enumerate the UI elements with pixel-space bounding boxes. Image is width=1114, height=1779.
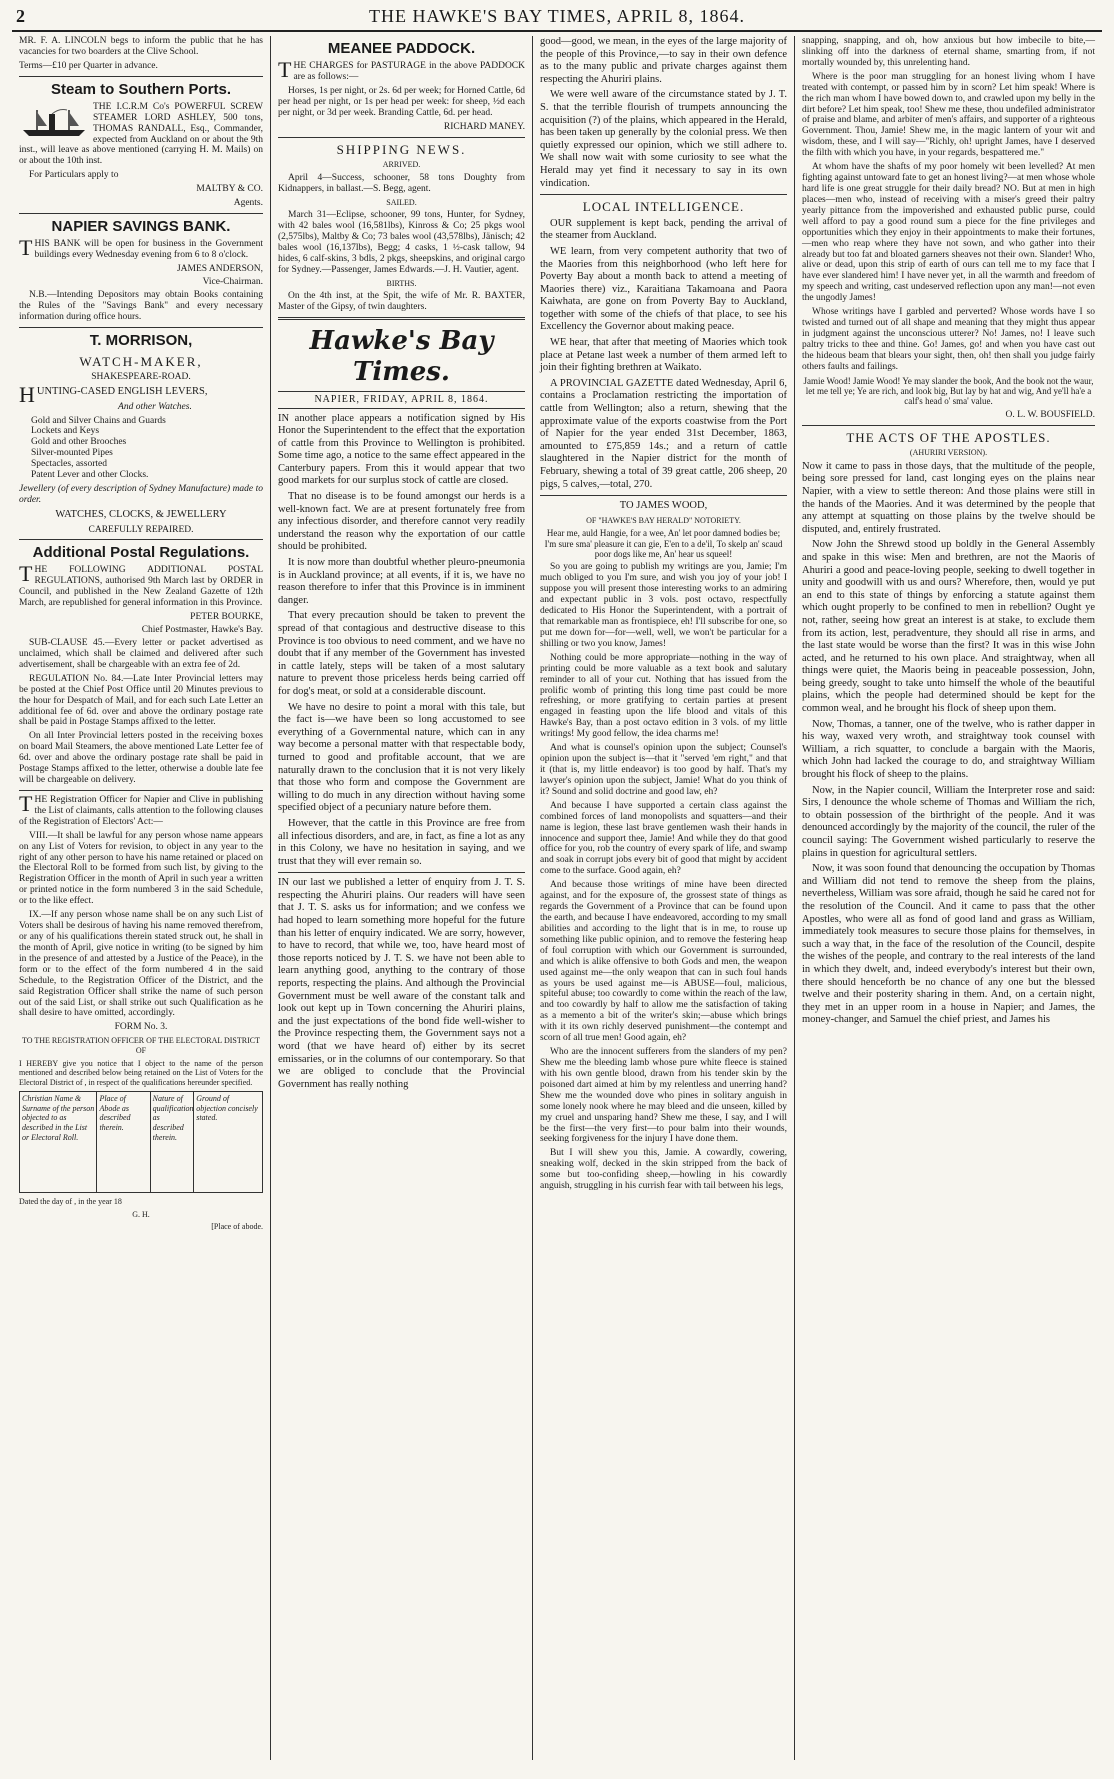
divider [19,213,263,214]
divider [19,76,263,77]
lincoln-terms: Terms—£10 per Quarter in advance. [19,60,158,71]
columns [12,36,1102,1760]
editorial-paragraph: IN another place appears a notification signed by His Honor the Superintendent to the effect that the exportation of cattle from this Province to Wellington is prohibited. Some time ago, a notice to the same effect appeared in the Canterbury papers. From this it would appear that two good markets for our surplus stock of cattle are closed. [278,412,525,487]
acts-paragraph: Now, Thomas, a tanner, one of the twelve, who is rather dapper in his way, waxed very wroth, and straightway took counsel with William, a rich squatter, to conclude a bargain with the Maoris, which John had lacked the courage to do, and straightway William brought his flock of sheep to the plains. [802,718,1095,781]
savings-sig-title: Vice-Chairman. [202,276,263,287]
list-item: Lockets and Keys [31,426,100,437]
divider [278,137,525,138]
morrison-repaired: CAREFULLY REPAIRED. [88,524,194,535]
acts-paragraph: Now it came to pass in those days, that the multitude of the people, being sore pressed for land, cast longing eyes on the plains near Napier, with a view to settle thereon: And those plains were still in the hands of the Maories. And it was determined by the people that any attempt at squatting on those plains by the twelve should be disputed, and, entirely frustrated. [802,460,1095,535]
sailed-text: March 31—Eclipse, schooner, 99 tons, Hunter, for Sydney, with 42 bales wool (16,581lbs), Kinross & Co; 25 pkgs wool (2,575lbs), Maltby & Co; 73 bales wool (43,578lbs), Jänisch; 42 bales wool (16,137lbs), Begg; 4 casks, 1 ½-cask tallow, 94 hides, 6 calf-skins, 3 bdls, 2 pkgs, sheepskins, and original cargo for Sydney.—Passenger, James Edwards.—J. H. Vautier, agent. [278,210,525,275]
column-2 [270,36,532,1760]
letter-paragraph: Whose writings have I garbled and perverted? Whose words have I so twisted and turned out of all shape and meaning that they might thus appear in judgment against the unconscious utterer? No! James, no! I leave such paltry tricks to thee and thine. Go! James, go! and when you have cast out the hideous beam that blears your sight, then, oh! then shall you judge fairly others faults and failings. [802,307,1095,372]
divider [19,539,263,540]
form-column: Christian Name & Surname of the person objected to as described in the List or Electoral Roll. [20,1092,97,1192]
savings-body: THIS BANK will be open for business in the Government buildings every Wednesday evening from 6 to 8 o'clock. [19,235,263,261]
divider [278,872,525,873]
divider [19,790,263,791]
letter-continued [802,36,1095,373]
morrison-jewel: Jewellery (of every description of Sydney Manufacture) made to order. [19,484,263,505]
list-item: Spectacles, assorted [31,459,107,470]
dateline: NAPIER, FRIDAY, APRIL 8, 1864. [278,391,525,409]
divider [19,327,263,328]
list-item: Gold and other Brooches [31,437,127,448]
steam-body: THE I.C.R.M Co's POWERFUL SCREW STEAMER LORD ASHLEY, 500 tons, THOMAS RANDALL, Esq., Commander, expected from Auckland on or about the 9th inst., will leave as above mentioned (carrying H. M. Mails) on or about the 10th inst. [19,101,263,167]
divider [802,425,1095,426]
newspaper-page [12,6,1102,1766]
editorial-paragraph: good—good, we mean, in the eyes of the large majority of the people of this Province,—to say in their own defence as to the many public and private charges against them respecting the Ahuriri plains. [540,36,787,85]
meanee-rates: Horses, 1s per night, or 2s. 6d per week; for Horned Cattle, 6d per head per night, or 1s per head per week: for sheep, ½d each per night, or 3d per week. Branding Cattle, 6d. per head. [278,85,525,118]
meanee-sig: RICHARD MANEY. [443,121,525,132]
reg-ix: IX.—If any person whose name shall be on any such List of Voters shall be desirous of having his name removed therefrom, or any of his qualifications therein stated struck out, he shall in the month of April, give notice in writing (to be signed by him in the presence of and attested by a Justice of the Peace), in the form or to the effect of the form numbered 4 in the said Schedule, to the Registration Officer of the District, and the said Registration Officer shall strike the name of such person out of the said List, or shall strike out such Qualification as he shall desire to have omitted, accordingly. [19,910,263,1019]
editorial-paragraph: It is now more than doubtful whether pleuro-pneumonia is in Auckland province; at all events, if it is, we have no reason therefore to infer that this Province is in imminent danger. [278,557,525,606]
editorial-paragraph: However, that the cattle in this Province are free from all infectious disorders, and are, in fact, as fine a lot as any in this Colony, we have no hesitation in saying, and we trust that they will ever remain so. [278,817,525,867]
postal-sig: PETER BOURKE, [190,612,263,623]
morrison-repair: WATCHES, CLOCKS, & JEWELLERY [55,508,227,520]
form-label: FORM No. 3. [114,1022,168,1033]
verse: Jamie Wood! Jamie Wood! Ye may slander the book, And the book not the waur, let me tell ye; Ye are rich, and look big, But lay by hat and wig, And ye'll ha'e a calf's head o' sma' value. [803,375,1094,407]
acts-sub: (AHURIRI VERSION). [909,448,988,458]
divider [540,194,787,195]
savings-nb: N.B.—Intending Depositors may obtain Books containing the Rules of the "Savings Bank" and every necessary information during office hours. [19,289,263,322]
local-paragraph: WE learn, from very competent authority that two of the Maories from this neighborhood (who left here for Poverty Bay about a month back to attend a meeting of Maories there) viz., Karaitiana Takamoana and Paora Kaiwhata, are gone on from Poverty Bay to Auckland, together with some of the chiefs of that place, to see his Excellency the Governor about making peace. [540,245,787,333]
acts-heading: THE ACTS OF THE APOSTLES. [846,429,1051,445]
meanee-heading: MEANEE PADDOCK. [327,40,476,57]
steam-apply: For Particulars apply to [29,170,119,181]
form-to: TO THE REGISTRATION OFFICER OF THE ELECTORAL DISTRICT OF [21,1036,260,1055]
editorial-paragraph: IN our last we published a letter of enquiry from J. T. S. respecting the Ahuriri plains. Our readers will have seen that J. T. S. asks us for information; and we confess we had hoped to learn something more hopeful for the future than his letter of enquiry indicated. We are sorry, however, to have to record, that while we, too, have heard most of those reports noticed by J. T. S. we have not been able to learn anything good, anything to the contrary of those reports, respecting the plains. And although the Provincial Government must be well aware of the constant talk and look out kept up in Town concerning the Ahuriri plains, and the just expectations of the bond fide well-wisher to the Province respecting them, the Government says not a word (that we have heard of) either by its secret emissaries, or in the columns of our contemporary. So that we are obliged to conclude that the Provincial Government has really nothing [278,877,525,1090]
morrison-road: SHAKESPEARE-ROAD. [91,372,191,383]
births-label: BIRTHS. [386,278,417,288]
letter-paragraph: Who are the innocent sufferers from the slanders of my pen? Shew me the bleeding lamb whose pure white fleece is stained with his own gentle blood, drawn from his tender skin by the poisoned dart aimed at him by my relentless and unerring hand? Shew me the wounded dove who pines in solitary anguish in some lonely nook where he may bleed and die unseen, killed by my cruel and unsparing hand? Shew me these, I say, and I will be the first—the very first—to pour balm into their wounds, seeking forgiveness for the injury I have done them. [540,1047,787,1145]
local-paragraph: OUR supplement is kept back, pending the arrival of the steamer from Auckland. [540,217,787,242]
letter-paragraph: And because those writings of mine have been directed against, and for the exposure of, the grossest state of things as regards the Government of a Province that can be found upon the earth, and because I have endeavored, according to my small abilities and according to the light that is in me, to rouse up something like public opinion, and to remove the festering heap of foul corruption with which our Government is surrounded, and which is alike offensive to both Gods and men, the weapon used against me—the only weapon that can in such foul hands as yours be used against me—is ABUSE—foul, malicious, spiteful abuse; too cowardly to come within the reach of the law, and too cowardly by half to allow me the satisfaction of taking as a memento a bit of the writer's skin;—abuse which brings with it its own richly deserved punishment—the contempt and scorn of all true men! Good again, eh? [540,880,787,1044]
form-column: Place of Abode as described therein. [97,1092,150,1192]
form-abode: [Place of abode. [211,1222,263,1232]
local-heading: LOCAL INTELLIGENCE. [582,199,745,215]
form-column: Ground of objection concisely stated. [196,1094,258,1123]
page-header [12,6,1102,32]
divider [540,495,787,496]
list-item: Patent Lever and other Clocks. [31,470,149,481]
savings-heading: NAPIER SAVINGS BANK. [51,218,231,236]
postal-intro: THE FOLLOWING ADDITIONAL POSTAL REGULATIONS, authorised 9th March last by ORDER in Council, and published in the New Zealand Gazette of 12th March, are republished for general information in this Province. [19,561,263,609]
divider [278,317,525,320]
morrison-sub: And other Watches. [118,401,192,412]
postal-sig-title: Chief Postmaster, Hawke's Bay. [141,625,263,636]
postal-p3: On all Inter Provincial letters posted in the receiving boxes on board Mail Steamers, the above mentioned Late Letter fee of 6d. over and above the ordinary postage rate shall be paid in Postage Stamps affixed to the letter, otherwise a double late fee will be chargeable on delivery. [19,731,263,786]
letter-paragraph: So you are going to publish my writings are you, Jamie; I'm much obliged to you I'm sure, and wish you joy of your job! I suppose you will present those interesting works to an admiring and expectant public in 3 vols. post octavo, respectfully dedicated to His Honor the Superintendent, with a portrait of that remarkable man as frontispiece, eh! I'll subscribe for one, so put me down for—for—well, well, we won't be particular for a shilling or two you know, James! [540,562,787,649]
editorial-paragraph: That no disease is to be found amongst our herds is a well-known fact. We are at present fortunately free from any infectious disorder, and therefore cannot very readily understand the reason why the exportation of our cattle should be prohibited. [278,491,525,553]
list-item: Gold and Silver Chains and Guards [31,415,166,426]
steamship-icon [19,106,89,140]
letter-signature: O. L. W. BOUSFIELD. [1005,409,1095,420]
arrived-text: April 4—Success, schooner, 58 tons Doughty from Kidnappers, in ballast.—S. Begg, agent. [278,172,525,194]
wood-sub: OF "HAWKE'S BAY HERALD" NOTORIETY. [586,515,741,525]
arrived-label: ARRIVED. [382,160,421,170]
page-number: 2 [16,6,25,26]
steam-heading: Steam to Southern Ports. [50,80,232,98]
letter-paragraph: At whom have the shafts of my poor homely wit been levelled? At men fighting against untoward fate to get an honest living?—at men whose whole hard life is one great struggle for their daily bread? NO. But at men in high places—men who, instead of receiving with a miser's greed their paltry yearly pittance from the impoverished and exhausted public purse, could well afford to pay a good round sum a piece for the fine privileges and opportunities which they enjoy in their appointments to make their fortunes,—men who reap where they have not sown, and who gather into their already but too fat and bloated garners sheaves not their own. Slander! Who, alive or dead, upon this strip of earth of ours can tell me to my face that I have ever slandered him! I have never yet, in all the warmth and freedom of my speech and writing, cast undeserved reflection upon any man!—not even the ungodly James! [802,162,1095,304]
letter-paragraph: But I will shew you this, Jamie. A cowardly, cowering, sneaking wolf, decked in the skin stripped from the back of some but too-confiding sheep,—howling in his cowardly anguish, struggling in his currish fear with tail between his legs, [540,1148,787,1192]
letter-paragraph: Where is the poor man struggling for an honest living whom I have treated with contempt, or passed him by in scorn? Let him speak! Where is the rich man whom I have bowed down to, and crawled upon my belly in the dirt before? Let him speak, too! Shew me these, thou undefiled administrator of praise and blame, and arbiter of men's affairs, and supporter of a righteous Government. Thou, Jamie! Shew me, in the magic lantern of your wit and wisdom, these, and I will say—"Richly, oh! upright James, have I deserved the filth with which you have, in your regards, bespattered me." [802,71,1095,159]
morrison-items [19,416,263,482]
editorial-paragraph: That every precaution should be taken to prevent the spread of that contagious and destructive disease to this Province is too obvious to need comment, and we have no doubt that if any member of the Government has invested in cattle lately, steps will be taken of a most salutary nature to prevent those priceless herds being carried off for dog's meat, or sold at a considerable discount. [278,610,525,697]
morrison-name: T. MORRISON, [89,331,193,349]
editorial-paragraph: We have no desire to point a moral with this tale, but the fact is—we have been so long accustomed to see everything of a Governmental nature, which can in any way become a personal matter with that respectable body, turned to good and profitable account, that we are naturally drawn to the conclusion that it is not very likely that those who form and compose the Government are willing to do much in any direction without having some specified object of a pecuniary nature before them. [278,701,525,814]
local-paragraph: WE hear, that after that meeting of Maories which took place at Petane last week a number of them armed left to join their fighting brethren at Waikato. [540,337,787,374]
form-dated: Dated the day of , in the year 18 [19,1197,122,1207]
verse: Hear me, auld Hangie, for a wee, An' let poor damned bodies be; I'm sure sma' pleasure it can gie, E'en to a de'il, To skelp an' scaud poor dogs like me, An' hear us squeel! [544,528,783,560]
births-text: On the 4th inst, at the Spit, the wife of Mr. R. BAXTER, Master of the Gipsy, of twin daughters. [278,291,525,313]
column-3 [532,36,794,1760]
postal-heading: Additional Postal Regulations. [32,544,250,562]
reg-viii: VIII.—It shall be lawful for any person whose name appears on any List of Voters for revision, to object in any year to the right of any other person to have his name retained or placed on the Electoral Roll to be formed from such list, by giving to the Registration Officer in the month of April in such year a written or printed notice in the form numbered 3 in the said Schedule, or to the like effect. [19,830,263,907]
meanee-body: THE CHARGES for PASTURAGE in the above PADDOCK are as follows:— [278,57,525,82]
postal-p1: SUB-CLAUSE 45.—Every letter or packet advertised as unclaimed, which shall be claimed and delivered after such advertisement, shall be chargeable with an extra fee of 2d. [19,637,263,670]
column-4 [794,36,1102,1760]
objection-form-table [19,1091,263,1193]
newspaper-title: THE HAWKE'S BAY TIMES, APRIL 8, 1864. [369,6,745,26]
form-sig: G. H. [132,1209,150,1219]
acts-paragraph: Now, it was soon found that denouncing the occupation by Thomas and William did not tend to remove the sheep from the plains, nevertheless, William was sore afraid, though he said he cared not for the resolution of the Council. And it came to pass that the other Apostles, who were all as fond of good land and grass as William, immediately took measures to secure those plains for themselves, in such a way that, in the face of the resolution of the Council, despite the wishes of the people, and contrary to the real interests of the land in which they dwelt, and, indeed everybody's interest but their own, there should henceforth be no chance of any one but the blessed twelve and their posterity sharing in them. And, on a certain night, they met in an upper room in a house in Napier; and James, the money-changer, and Samuel the chief priest, and James his [802,863,1095,1026]
steam-agents-label: Agents. [233,198,263,209]
masthead-title: Hawke's Bay Times. [309,326,494,388]
postal-p2: REGULATION No. 84.—Late Inter Provincial letters may be posted at the Chief Post Office until 20 Minutes previous to the hour for Despatch of Mail, and for each such Late Letter an additional fee of 6d. over and above the ordinary postage rate shall be paid in Postage Stamps affixed to the letter. [19,673,263,728]
letter-paragraph: snapping, snapping, and oh, how anxious but how imbecile to bite,—slinking off into the darkness of eternal shame, smarting from, if not mortally wounded by, this unrelenting hand. [802,36,1095,68]
lincoln-ad: MR. F. A. LINCOLN begs to inform the public that he has vacancies for two boarders at the Clive School. [19,36,263,57]
acts-paragraph: Now John the Shrewd stood up boldly in the General Assembly and spake in this wise: Men and brethren, are not the Maoris of Ahuriri a good and peace-loving people, seeking to dwell together in unity and goodwill with us and ours? Wherefore, then, would ye put an end to this state of things by enforcing a statute against them which ought properly to be confined to men in rebellion? Ought ye not, rather, seeing how great an interest is at stake, to exclude them from its action, lest, peradventure, they should all rise in arms, and the last state would be worse than the first? It was in this wise John acted, and he returned to his own place. And straightway, when all things were quiet, the Maoris being in peaceable possession, John, being greedy, sought to take unto himself the whole of the beautiful plains, which the people had determined should be kept for the common weal, and he brought his flock of sheep upon them. [802,539,1095,715]
acts-paragraph: Now, in the Napier council, William the Interpreter rose and said: Sirs, I denounce the whole scheme of Thomas and William the rich, to obtain possession of the birthright of the people. And it was denounced accordingly by the majority of the council, the ruler of the council saying: The Government wished particularly to reserve the plains in question for agricultural settlers. [802,784,1095,859]
morrison-intro: HUNTING-CASED ENGLISH LEVERS, [19,382,208,408]
steam-agent: MALTBY & CO. [196,184,263,195]
sailed-label: SAILED. [386,197,417,207]
column-1 [12,36,270,1760]
letter-body [540,562,787,1192]
form-text: I HEREBY give you notice that I object to the name of the person mentioned and described below being retained on the List of Voters for the Electoral District of , in respect of the qualifications hereunder specified. [19,1058,263,1087]
local-paragraph: A PROVINCIAL GAZETTE dated Wednesday, April 6, contains a Proclamation restricting the importation of cattle from Wellington; also a return, shewing that the approximate value of the exports coastwise from the Port of Napier for the year ended 31st December, 1863, amounted to £75,859 14s.; and a return of cattle slaughtered in the Napier district for the month of February, shewing a total of 39 great cattle, 206 sheep, 20 pigs, 5 calves,—total, 270. [540,377,787,490]
letter-paragraph: Nothing could be more appropriate—nothing in the way of printing could be more valuable as a text book and salutary reminder to all of your cut. Nothing that has issued from the prolific womb of printing this long time past could be more refreshing, or more gratifying to certain parties at present engaged in feasting upon the life blood and vitals of this Hawke's Bay, than a post octavo edition in 3 vols. of my little writings! My good fellow, the idea charms me! [540,652,787,740]
shipping-heading: SHIPPING NEWS. [336,141,467,157]
wood-heading: TO JAMES WOOD, [619,500,708,512]
form-column: Nature of qualification as described therein. [151,1092,195,1192]
editorial-paragraph: We were well aware of the circumstance stated by J. T. S. that the terrible flourish of trumpets announcing the acquisition (?) of the plains, which appeared in the Herald, has been taken up generally by the colonial press. We then quietly expressed our opinion, which we still adhere to. We shall now wait with some curiosity to see what the Herald may yet find it necessary to say in its own vindication. [540,89,787,189]
list-item: Silver-mounted Pipes [31,448,113,459]
savings-sig: JAMES ANDERSON, [176,263,263,274]
letter-paragraph: And what is counsel's opinion upon the subject; Counsel's opinion upon the subject is—that it "served 'em right," and that it (that is, my little endeavor) is too good by half. That's my lawyer's opinion upon the subject, Jamie! What do you think of it? Sound and solid doctrine and good law, eh? [540,743,787,797]
letter-paragraph: And because I have supported a certain class against the combined forces of land monopolists and squatters—and their name is legion, these last brave gentlemen wash their hands in innocence and support thee, Jamie! And while they do that good office for you, rob the country of every spark of life, and swamp and soak in corrupt jobs every bit of good that might by accident come to the surface. Good again, eh? [540,800,787,877]
morrison-trade: WATCH-MAKER, [79,353,203,369]
reg-intro: THE Registration Officer for Napier and Clive in publishing the List of claimants, calls attention to the following clauses of the Registration of Electors' Act:— [19,790,263,827]
